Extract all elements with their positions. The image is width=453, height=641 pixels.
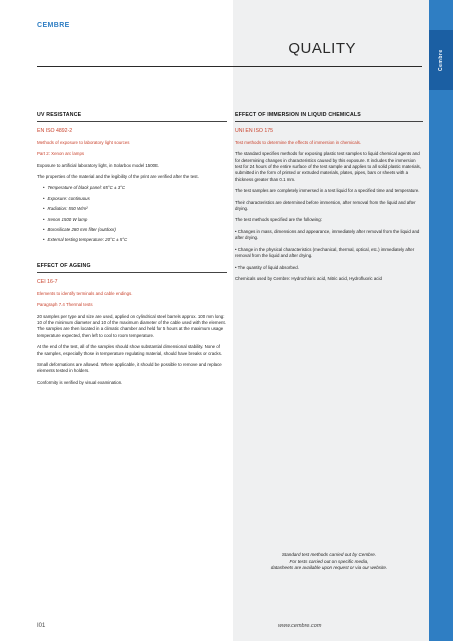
right-column-panel bbox=[233, 0, 429, 641]
immersion-bullet-2: • Change in the physical characteristics (mechanical, thermal, optical, etc.) immediately after removal from the liquid and after drying. bbox=[235, 246, 415, 259]
uv-paragraph-1: Exposure to artificial laboratory light, in Solarbox model 1500E. bbox=[37, 162, 160, 168]
uv-part: Part 2: Xenon arc lamps bbox=[37, 151, 85, 157]
right-column bbox=[235, 112, 423, 287]
brand-name: CEMBRE bbox=[37, 22, 70, 29]
footer-note bbox=[235, 552, 423, 572]
uv-conditions-list bbox=[43, 185, 227, 243]
immersion-paragraph-4: The test methods specified are the following: bbox=[235, 217, 322, 223]
uv-subtitle: Methods of exposure to laboratory light sources bbox=[37, 139, 130, 145]
immersion-bullet-3: • The quantity of liquid absorbed. bbox=[235, 264, 299, 270]
uv-heading: UV RESISTANCE bbox=[37, 112, 227, 122]
edge-color-bar bbox=[429, 0, 453, 641]
page-number: I01 bbox=[37, 623, 46, 629]
section-spacer bbox=[37, 249, 227, 263]
footer-note-line-1: Standard test methods carried out by Cembre. bbox=[281, 552, 377, 557]
immersion-paragraph-2: The test samples are completely immersed in a test liquid for a specified time and temperature. bbox=[235, 188, 420, 194]
list-item: • External testing temperature: 20°C ± 5°C bbox=[43, 237, 227, 243]
list-item: • Exposure: continuous bbox=[43, 196, 227, 202]
list-item: • Borosilicate 280 mm filter (outdoor) bbox=[43, 227, 227, 233]
left-column bbox=[37, 112, 227, 391]
edge-logo-text: Cembre bbox=[438, 49, 444, 71]
ageing-heading: EFFECT OF AGEING bbox=[37, 263, 227, 273]
immersion-subtitle: Test methods to determine the effects of immersion in chemicals. bbox=[235, 139, 362, 145]
title-divider bbox=[37, 66, 422, 67]
immersion-paragraph-1: The standard specifies methods for exposing plastic test samples to liquid chemical agents and for determining changes in characteristics caused by this exposure. It includes the immersion test for 24 hours of the entire surface of the test sample and applies to all solid plastic materials, submitted in the form of printed or extruded materials, plates, pipes, bars or sheets with a thickness greater than 0.1 mm. bbox=[235, 151, 421, 182]
list-item: • Xenon 1500 W lamp bbox=[43, 217, 227, 223]
footer-note-line-3: datasheets are available upon request or via our website. bbox=[270, 565, 388, 571]
website-link[interactable]: www.cembre.com bbox=[278, 623, 322, 629]
list-item: • Radiation: 550 W/m² bbox=[43, 206, 227, 212]
ageing-paragraph-ref: Paragraph 7.4 Thermal tests bbox=[37, 302, 93, 308]
ageing-paragraph-4: Conformity is verified by visual examination. bbox=[37, 379, 123, 385]
uv-paragraph-2: The properties of the material and the legibility of the print are verified after the test. bbox=[37, 174, 199, 180]
immersion-paragraph-3: Their characteristics are determined before immersion, after removal from the liquid and after drying. bbox=[235, 199, 416, 212]
immersion-paragraph-5: Chemicals used by Cembre: Hydrochloric acid, Nitric acid, Hydrofluoric acid bbox=[235, 275, 382, 281]
immersion-standard: UNI EN ISO 175 bbox=[235, 128, 274, 135]
immersion-heading: EFFECT OF IMMERSION IN LIQUID CHEMICALS bbox=[235, 112, 423, 122]
ageing-paragraph-2: At the end of the test, all of the samples should show substantial dimensional stability. None of the samples, especially those in temperature regulating material, should have breaks or cracks. bbox=[37, 344, 222, 356]
uv-standard: EN ISO 4892-2 bbox=[37, 128, 73, 135]
ageing-standard: CEI 16-7 bbox=[37, 279, 58, 286]
immersion-section bbox=[235, 112, 423, 282]
ageing-paragraph-3: Small deformations are allowed. Where applicable, it should be possible to remove and replace elements tested in holders. bbox=[37, 361, 222, 374]
footer-note-line-2: For tests carried out on specific media, bbox=[289, 558, 369, 564]
list-item: • Temperature of black panel: 65°C ± 3°C bbox=[43, 185, 227, 191]
immersion-bullet-1: • Changes in mass, dimensions and appearance, immediately after removal from the liquid and after drying. bbox=[235, 228, 420, 241]
ageing-subtitle: Elements to identify terminals and cable endings. bbox=[37, 290, 133, 296]
ageing-paragraph-1: 20 samples per type and size are used, applied on cylindrical steel barrels approx. 100 mm long: 10 of the minimum diameter and 10 of the maximum diameter of the cable used with the element. The samples are then located in a climatic chamber and held for 5 hours at the maximum usage temperature expected, then left to cool to room temperature. bbox=[37, 313, 226, 338]
uv-resistance-section bbox=[37, 112, 227, 244]
page-title: QUALITY bbox=[288, 40, 356, 57]
ageing-section bbox=[37, 263, 227, 386]
